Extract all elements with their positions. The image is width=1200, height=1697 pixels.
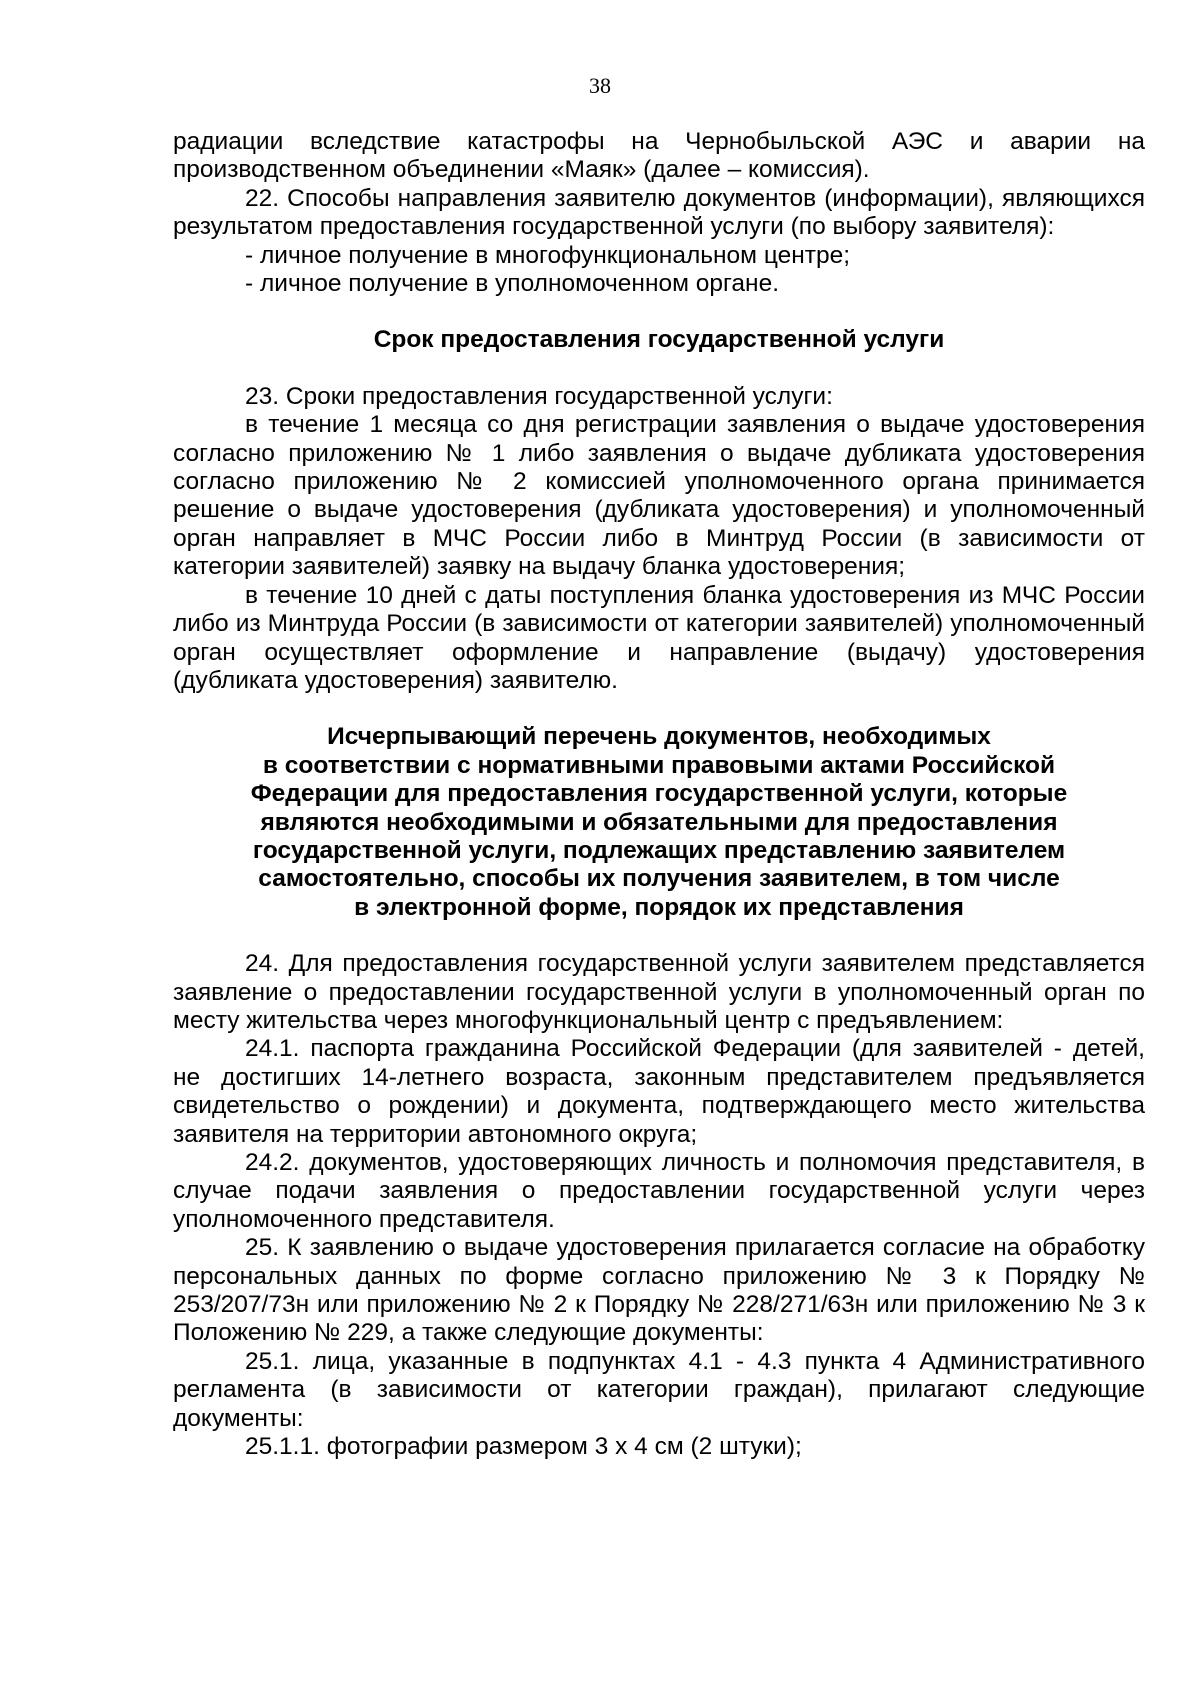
heading-line: государственной услуги, подлежащих представлению заявителем [252, 836, 1066, 864]
page-number: 38 [589, 73, 611, 98]
paragraph-continuation: радиации вследствие катастрофы на Чернобыльской АЭС и аварии на производственном объединении «Маяк» (далее – комиссия). [173, 128, 1145, 184]
heading-line: в соответствии с нормативными правовыми актами Российской [262, 751, 1056, 779]
document-body [173, 128, 1145, 1461]
paragraph-23-item-1: в течение 1 месяца со дня регистрации заявления о выдаче удостоверения согласно приложению № 1 либо заявления о выдаче дубликата удостоверения согласно приложению № 2 комиссией уполномоченного органа принимается решение о выдаче удостоверения (дубликата удостоверения) и уполномоченный орган направляет в МЧС России либо в Минтруд России (в зависимости от категории заявителей) заявку на выдачу бланка удостоверения; [173, 411, 1145, 581]
heading-line: в электронной форме, порядок их представления [354, 893, 964, 921]
paragraph-24: 24. Для предоставления государственной услуги заявителем представляется заявление о предоставлении государственной услуги в уполномоченный орган по месту жительства через многофункциональный центр с предъявлением: [173, 950, 1145, 1034]
paragraph-25-1: 25.1. лица, указанные в подпунктах 4.1 - 4.3 пункта 4 Административного регламента (в зависимости от категории граждан), прилагают следующие документы: [173, 1347, 1145, 1432]
paragraph-25-1-1: 25.1.1. фотографии размером 3 х 4 см (2 штуки); [245, 1433, 802, 1461]
paragraph-24-2: 24.2. документов, удостоверяющих личность и полномочия представителя, в случае подачи заявления о предоставлении государственной услуги через уполномоченного представителя. [173, 1149, 1145, 1233]
list-item: - личное получение в уполномоченном органе. [245, 270, 780, 298]
heading-line: Федерации для предоставления государственной услуги, которые [250, 780, 1068, 808]
list-item: - личное получение в многофункциональном центре; [245, 241, 851, 269]
heading-line: являются необходимыми и обязательными для предоставления [260, 808, 1058, 836]
section-heading-term: Срок предоставления государственной услуги [373, 326, 945, 354]
section-heading-documents [173, 723, 1145, 922]
paragraph-25: 25. К заявлению о выдаче удостоверения прилагается согласие на обработку персональных данных по форме согласно приложению № 3 к Порядку № 253/207/73н или приложению № 2 к Порядку № 228/271/63н или приложению № 3 к Положению № 229, а также следующие документы: [173, 1234, 1145, 1347]
paragraph-24-1: 24.1. паспорта гражданина Российской Федерации (для заявителей - детей, не достигших 14-летнего возраста, законным представителем предъявляется свидетельство о рождении) и документа, подтверждающего место жительства заявителя на территории автономного округа; [173, 1035, 1145, 1148]
paragraph-23-item-2: в течение 10 дней с даты поступления бланка удостоверения из МЧС России либо из Минтруда России (в зависимости от категории заявителей) уполномоченный орган осуществляет оформление и направление (выдачу) удостоверения (дубликата удостоверения) заявителю. [173, 581, 1145, 694]
heading-line: Исчерпывающий перечень документов, необходимых [327, 723, 991, 751]
heading-line: самостоятельно, способы их получения заявителем, в том числе [258, 865, 1060, 893]
paragraph-22: 22. Способы направления заявителю документов (информации), являющихся результатом предоставления государственной услуги (по выбору заявителя): [173, 184, 1145, 241]
paragraph-23: 23. Сроки предоставления государственной услуги: [245, 382, 833, 410]
